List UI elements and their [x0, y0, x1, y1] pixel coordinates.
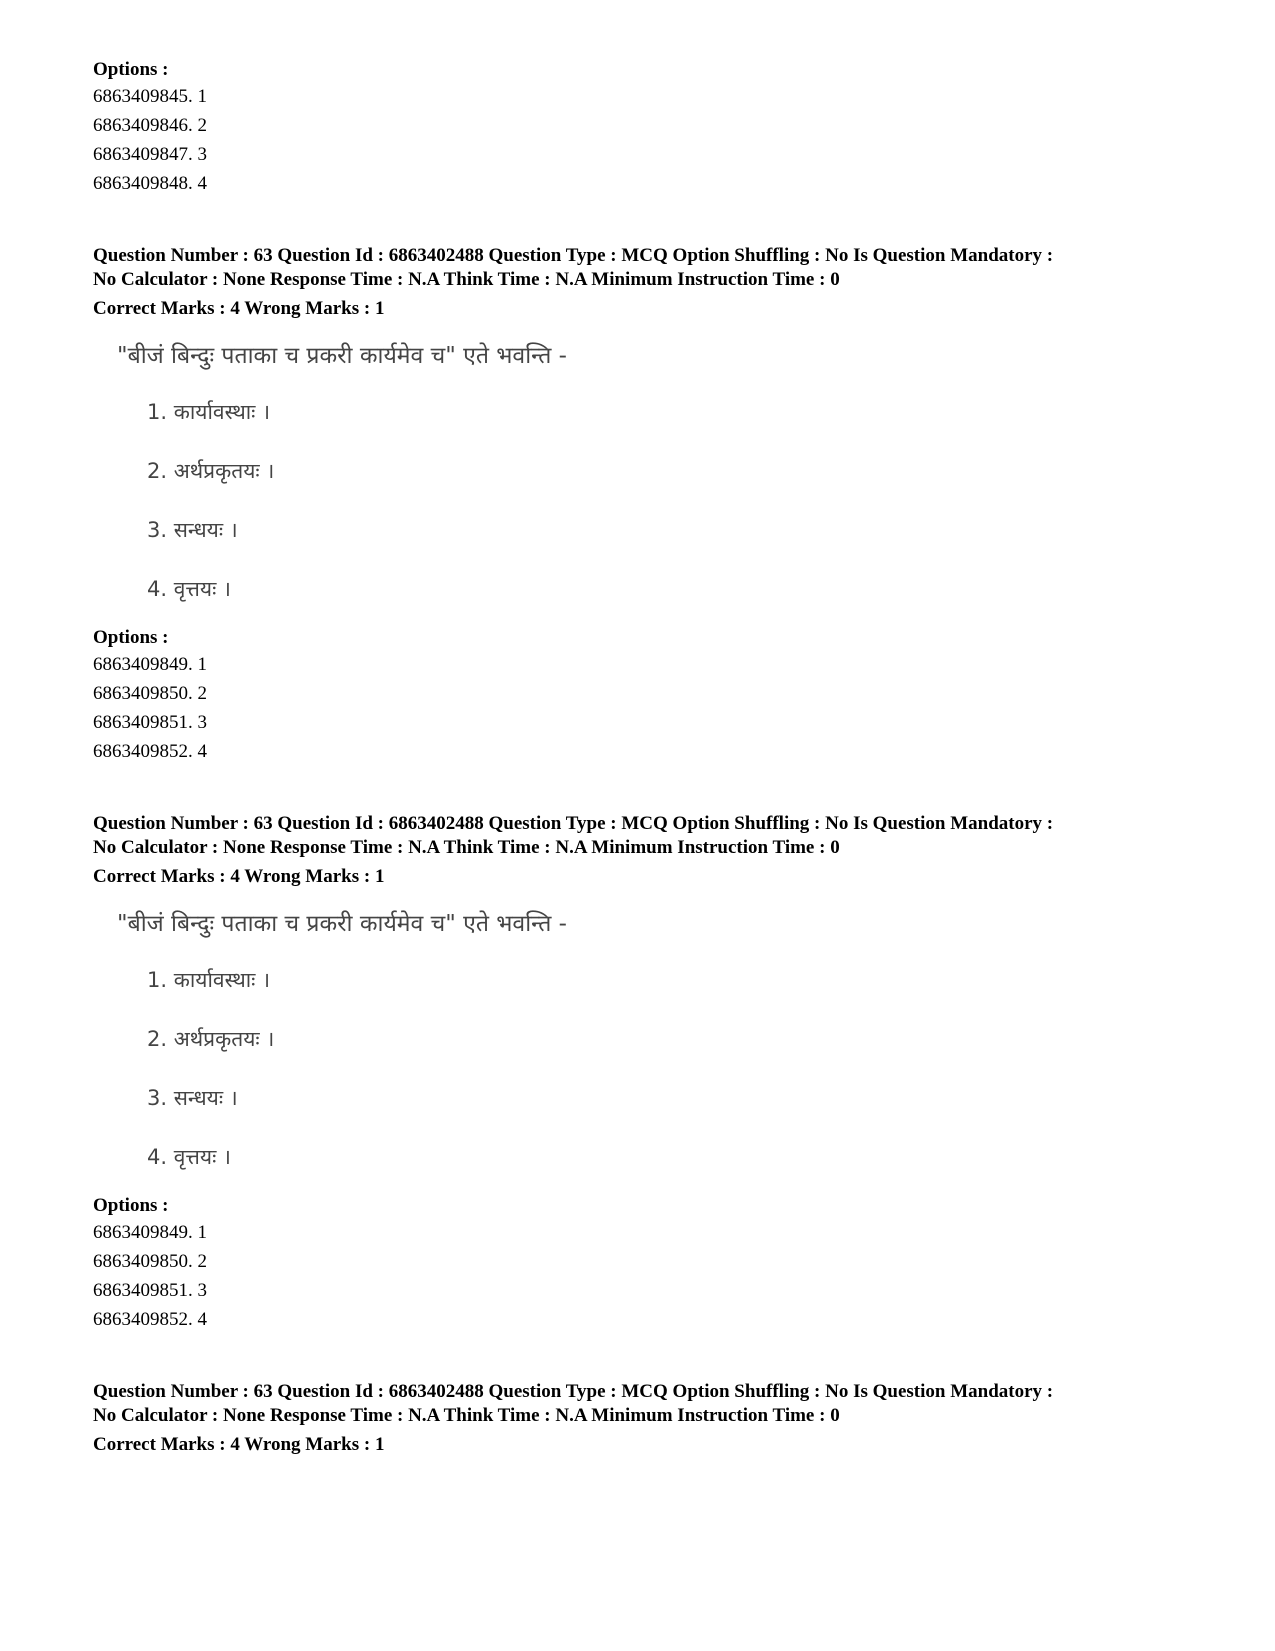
question-stem: "बीजं बिन्दुः पताका च प्रकरी कार्यमेव च" एते भवन्ति -: [117, 343, 567, 369]
option-line: 6863409850. 2: [93, 683, 207, 704]
option-line: 6863409846. 2: [93, 115, 207, 136]
question-choice: 2. अर्थप्रकृतयः ।: [147, 1027, 275, 1051]
question-block: [93, 812, 1213, 1334]
option-line: 6863409852. 4: [93, 1309, 207, 1330]
options-block: [93, 626, 1213, 766]
options-label: Options :: [93, 59, 169, 80]
options-label: Options :: [93, 627, 169, 648]
options-block: [93, 1194, 1213, 1334]
question-marks: Correct Marks : 4 Wrong Marks : 1: [93, 298, 385, 319]
option-line: 6863409848. 4: [93, 173, 207, 194]
question-choice: 1. कार्यावस्थाः ।: [147, 968, 271, 992]
options-label: Options :: [93, 1195, 169, 1216]
option-line: 6863409851. 3: [93, 712, 207, 733]
document-page: [93, 58, 1213, 1457]
question-marks: Correct Marks : 4 Wrong Marks : 1: [93, 866, 385, 887]
question-marks: Correct Marks : 4 Wrong Marks : 1: [93, 1434, 385, 1455]
question-choice: 3. सन्धयः ।: [147, 1086, 238, 1110]
option-line: 6863409847. 3: [93, 144, 207, 165]
question-header-line1: Question Number : 63 Question Id : 6863402488 Question Type : MCQ Option Shuffling : No Is Question Mandatory :: [93, 245, 1054, 266]
option-line: 6863409845. 1: [93, 86, 207, 107]
question-header-line2: No Calculator : None Response Time : N.A Think Time : N.A Minimum Instruction Time : 0: [93, 1405, 840, 1426]
question-content: [117, 909, 1213, 1172]
options-block-previous: [93, 58, 1213, 198]
question-block: [93, 244, 1213, 766]
question-header-line1: Question Number : 63 Question Id : 6863402488 Question Type : MCQ Option Shuffling : No Is Question Mandatory :: [93, 813, 1054, 834]
question-header-line2: No Calculator : None Response Time : N.A Think Time : N.A Minimum Instruction Time : 0: [93, 269, 840, 290]
option-line: 6863409849. 1: [93, 1222, 207, 1243]
question-choice: 2. अर्थप्रकृतयः ।: [147, 459, 275, 483]
question-choice: 1. कार्यावस्थाः ।: [147, 400, 271, 424]
option-line: 6863409852. 4: [93, 741, 207, 762]
option-line: 6863409851. 3: [93, 1280, 207, 1301]
option-line: 6863409850. 2: [93, 1251, 207, 1272]
question-choice: 3. सन्धयः ।: [147, 518, 238, 542]
question-block: [93, 1380, 1213, 1457]
question-choice: 4. वृत्तयः ।: [147, 577, 231, 601]
question-choice: 4. वृत्तयः ।: [147, 1145, 231, 1169]
question-content: [117, 341, 1213, 604]
question-header-line1: Question Number : 63 Question Id : 6863402488 Question Type : MCQ Option Shuffling : No Is Question Mandatory :: [93, 1381, 1054, 1402]
question-header-line2: No Calculator : None Response Time : N.A Think Time : N.A Minimum Instruction Time : 0: [93, 837, 840, 858]
question-stem: "बीजं बिन्दुः पताका च प्रकरी कार्यमेव च" एते भवन्ति -: [117, 911, 567, 937]
option-line: 6863409849. 1: [93, 654, 207, 675]
